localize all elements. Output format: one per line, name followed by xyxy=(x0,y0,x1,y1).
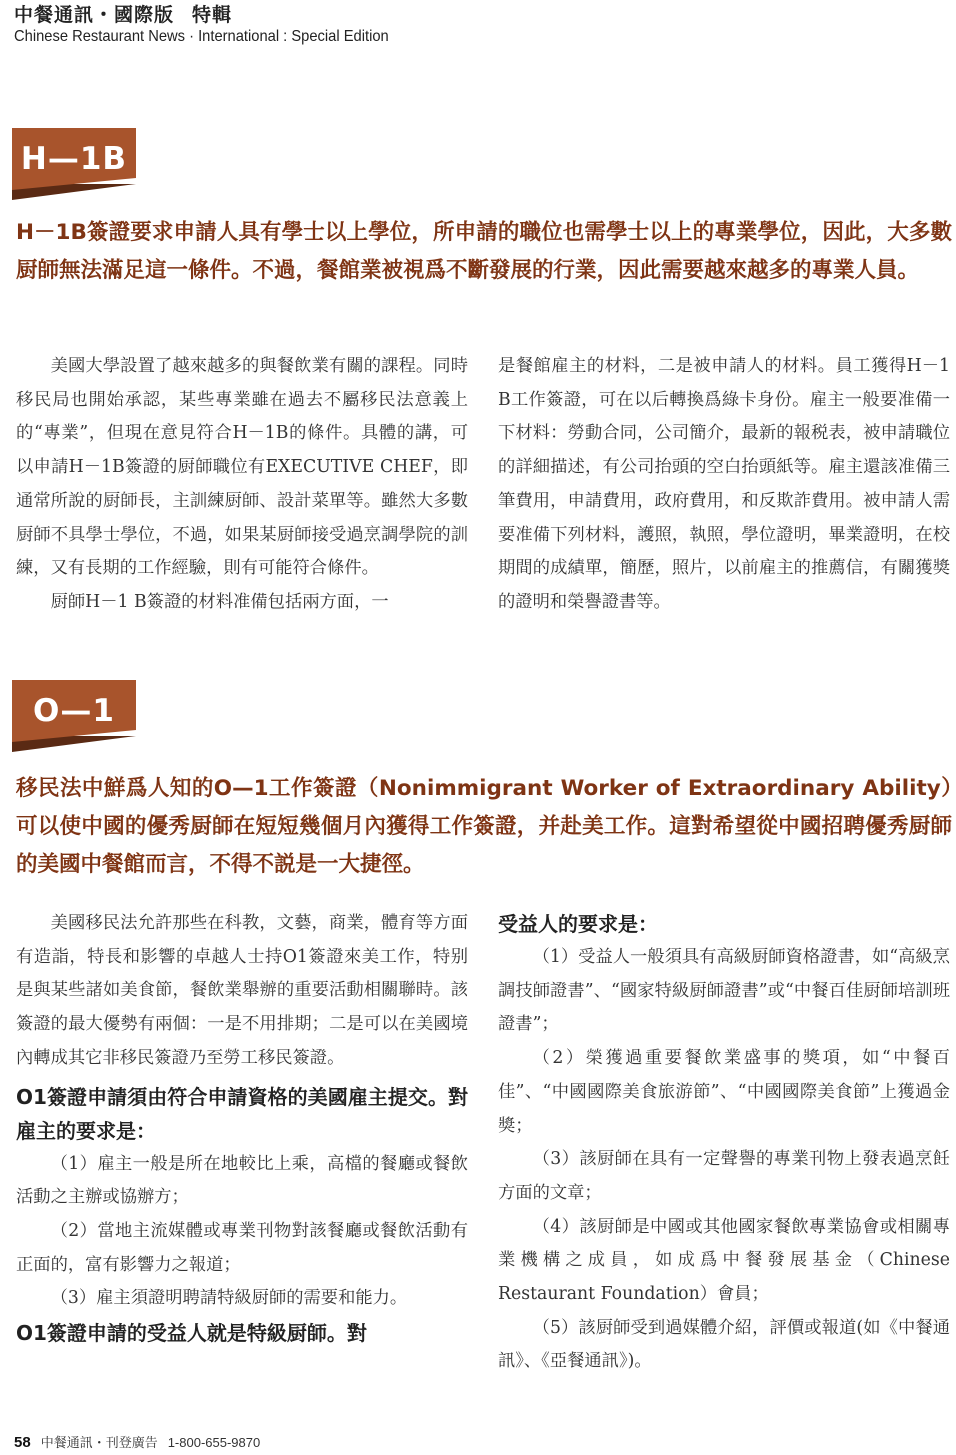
o1-beneficiary-lead: O1簽證申請的受益人就是特級厨師。對 xyxy=(16,1321,367,1346)
h1b-heading-tab xyxy=(12,128,136,200)
o1-heading: O—1 xyxy=(33,693,115,729)
footer-phone: 1-800-655-9870 xyxy=(167,1435,261,1450)
h1b-intro: H－1B簽證要求申請人具有學士以上學位，所申請的職位也需學士以上的專業學位，因此，大多數厨師無法滿足這一條件。不過，餐館業被視爲不斷發展的行業，因此需要越來越多的專業人員。 xyxy=(16,220,952,283)
o1-beneficiary-heading: 受益人的要求是： xyxy=(498,912,658,936)
o1-heading-tab xyxy=(12,680,136,752)
h1b-right-column xyxy=(498,350,950,620)
header-cn xyxy=(14,2,421,28)
h1b-left-column xyxy=(16,350,468,620)
o1-beneficiary-item: （1）受益人一般須具有高級厨師資格證書，如“高級烹調技師證書”、“國家特級厨師證書”或“中餐百佳厨師培訓班證書”； xyxy=(498,947,950,1035)
h1b-left-para-2: 厨師H－1 B簽證的材料准備包括兩方面，一 xyxy=(50,591,389,612)
h1b-right-para: 是餐館雇主的材料，二是被申請人的材料。員工獲得H－1 B工作簽證，可在以后轉換爲綠卡身份。雇主一般要准備一下材料：勞動合同，公司簡介，最新的報税表，被申請職位的詳細描述，有公司抬頭的空白抬頭紙等。雇主還該准備三筆費用，申請費用，政府費用，和反欺詐費用。被申請人需要准備下列材料，護照，執照，學位證明，畢業證明，在校期間的成績單，簡歷，照片，以前雇主的推薦信，有關獲獎的證明和榮譽證書等。 xyxy=(498,356,950,612)
footer-text: 中餐通訊・刊登廣告 xyxy=(40,1435,158,1450)
header-title-cn: 中餐通訊・國際版 xyxy=(14,4,175,26)
o1-beneficiary-item: （5）該厨師受到過媒體介紹，評價或報道(如《中餐通訊》、《亞餐通訊》)。 xyxy=(498,1317,950,1372)
h1b-left-para-1: 美國大學設置了越來越多的與餐飲業有關的課程。同時移民局也開始承認，某些專業雖在過去不屬移民法意義上的“專業”，但現在意見符合H－1B的條件。具體的講，可以申請H－1B簽證的厨師職位有EXECUTIVE CHEF，即通常所說的厨師長，主訓練厨師、設計菜單等。雖然大多數厨師不具學士學位，不過，如果某厨師接受過烹調學院的訓練，又有長期的工作經驗，則有可能符合條件。 xyxy=(16,356,468,579)
o1-left-para: 美國移民法允許那些在科教，文藝，商業，體育等方面有造詣，特長和影響的卓越人士持O1簽證來美工作，特别是與某些諸如美食節，餐飲業舉辦的重要活動相關聯時。該簽證的最大優勢有兩個：一是不用排期；二是可以在美國境內轉成其它非移民簽證乃至勞工移民簽證。 xyxy=(16,913,468,1068)
page-footer xyxy=(14,1432,260,1451)
header-title-en: Chinese Restaurant News · International : Special Edition xyxy=(14,28,389,45)
o1-employer-item: （1）雇主一般是所在地較比上乘，高檔的餐廳或餐飲活動之主辦或協辦方； xyxy=(16,1153,468,1208)
o1-left-column xyxy=(16,907,468,1350)
o1-employer-item: （2）當地主流媒體或專業刊物對該餐廳或餐飲活動有正面的，富有影響力之報道； xyxy=(16,1220,468,1275)
o1-beneficiary-item: （4）該厨師是中國或其他國家餐飲專業協會或相關專業機構之成員，如成爲中餐發展基金（Chinese Restaurant Foundation）會員； xyxy=(498,1216,950,1305)
o1-employer-heading: O1簽證申請須由符合申請資格的美國雇主提交。對雇主的要求是： xyxy=(16,1084,468,1143)
o1-employer-item: （3）雇主須證明聘請特級厨師的需要和能力。 xyxy=(50,1288,408,1309)
o1-intro: 移民法中鮮爲人知的O—1工作簽證（Nonimmigrant Worker of Extraordinary Ability）可以使中國的優秀厨師在短短幾個月內獲得工作簽證，并赴美工作。這對希望從中國招聘優秀厨師的美國中餐館而言，不得不説是一大捷徑。 xyxy=(16,776,952,877)
page-number: 58 xyxy=(14,1434,31,1451)
h1b-heading: H—1B xyxy=(20,141,128,177)
page-header xyxy=(14,2,421,46)
o1-right-column xyxy=(498,907,950,1379)
o1-beneficiary-item: （2）榮獲過重要餐飲業盛事的獎項，如“中餐百佳”、“中國國際美食旅游節”、“中國國際美食節”上獲過金獎； xyxy=(498,1048,950,1136)
o1-beneficiary-item: （3）該厨師在具有一定聲譽的專業刊物上發表過烹飪方面的文章； xyxy=(498,1149,950,1203)
header-tag-cn: 特輯 xyxy=(192,4,233,26)
